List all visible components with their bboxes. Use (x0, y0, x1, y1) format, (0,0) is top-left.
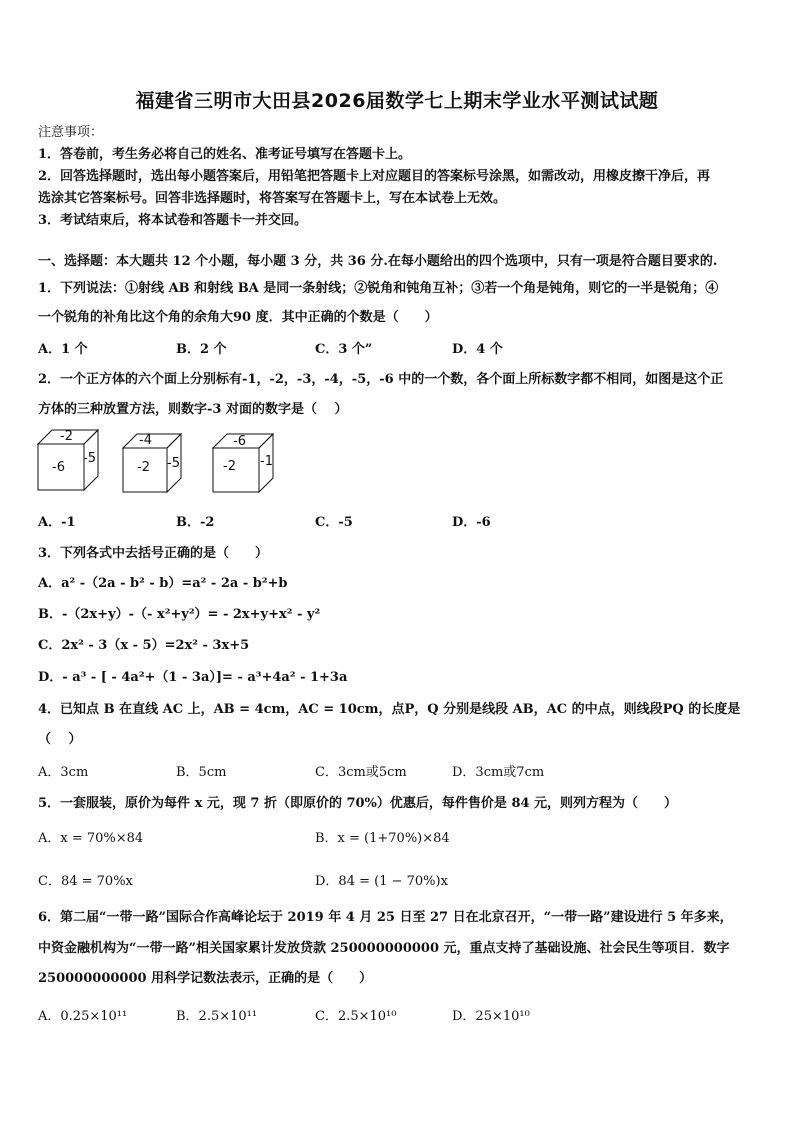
q1-option-c: C．3 个” (315, 342, 373, 357)
q1-option-b: B．2 个 (176, 342, 227, 357)
q1-option-d: D．4 个 (452, 342, 503, 357)
q3-option-c: C．2x² - 3（x - 5）=2x² - 3x+5 (38, 638, 250, 653)
cube-2-front: -2 (137, 460, 150, 475)
q5-option-c: C．84 = 70%x (38, 874, 133, 889)
q4-option-a: A．3cm (38, 765, 89, 780)
q3-option-a: A．a² -（2a - b² - b）=a² - 2a - b²+b (38, 576, 288, 591)
q6-option-a: A．0.25×10¹¹ (38, 1009, 128, 1024)
q6-option-b: B．2.5×10¹¹ (176, 1009, 258, 1024)
q5-option-b: B．x = (1+70%)×84 (315, 831, 450, 846)
q6-option-d: D．25×10¹⁰ (452, 1009, 530, 1024)
q6-stem-line1: 6．第二届“一带一路”国际合作高峰论坛于 2019 年 4 月 25 日至 27 日在北京召开，“一带一路”建设进行 5 年多来， (38, 910, 733, 925)
q2-stem-line2: 方体的三种放置方法，则数字-3 对面的数字是（ ） (38, 402, 348, 417)
q4-option-c: C．3cm或5cm (315, 765, 407, 780)
q6-option-c: C．2.5×10¹⁰ (315, 1009, 397, 1024)
cube-2-top: -4 (139, 433, 152, 448)
section-heading: 一、选择题：本大题共 12 个小题，每小题 3 分，共 36 分.在每小题给出的四个选项中，只有一项是符合题目要求的. (38, 254, 718, 269)
q5-stem: 5．一套服装，原价为每件 x 元，现 7 折（即原价的 70%）优惠后，每件售价是 84 元，则列方程为（ ） (38, 796, 678, 811)
q2-option-a: A．-1 (38, 515, 76, 530)
q6-stem-line2: 中资金融机构为“一带一路”相关国家累计发放贷款 250000000000 元，重点支持了基础设施、社会民生等项目．数字 (38, 941, 730, 956)
q2-option-b: B．-2 (176, 515, 215, 530)
cube-1-front: -6 (52, 460, 65, 475)
page-title: 福建省三明市大田县2026届数学七上期末学业水平测试试题 (135, 90, 659, 112)
cube-figure-3 (211, 432, 277, 496)
q1-stem-line1: 1．下列说法：①射线 AB 和射线 BA 是同一条射线；②锐角和钝角互补；③若一个角是钝角，则它的一半是锐角；④ (38, 281, 719, 296)
q4-option-d: D．3cm或7cm (452, 765, 545, 780)
q1-option-a: A．1 个 (38, 342, 88, 357)
q3-option-d: D．- a³ - [ - 4a²+（1 - 3a）]= - a³+4a² - 1+3a (38, 670, 348, 685)
cube-1-top: -2 (60, 429, 73, 444)
q5-option-a: A．x = 70%×84 (38, 831, 144, 846)
cube-figure-1 (36, 428, 106, 494)
notice-item-2-cont: 选涂其它答案标号。回答非选择题时，将答案写在答题卡上，写在本试卷上无效。 (38, 191, 507, 206)
cube-2-side: -5 (167, 456, 180, 471)
q4-stem-line1: 4．已知点 B 在直线 AC 上，AB = 4cm，AC = 10cm，点P，Q 分别是线段 AB，AC 的中点，则线段PQ 的长度是 (38, 702, 741, 717)
q3-stem: 3．下列各式中去括号正确的是（ ） (38, 546, 269, 561)
q6-stem-line3: 250000000000 用科学记数法表示，正确的是（ ） (38, 971, 373, 986)
cube-figure-2 (121, 432, 187, 496)
q2-option-c: C．-5 (315, 515, 353, 530)
notice-item-2: 2．回答选择题时，选出每小题答案后，用铅笔把答题卡上对应题目的答案标号涂黑，如需改动，用橡皮擦干净后，再 (38, 169, 711, 184)
q1-stem-line2: 一个锐角的补角比这个角的余角大90 度．其中正确的个数是（ ） (38, 310, 438, 325)
cube-1-side: -5 (83, 451, 96, 466)
q4-stem-line2: （ ） (38, 732, 82, 747)
cube-3-front: -2 (223, 459, 236, 474)
notice-item-1: 1．答卷前，考生务必将自己的姓名、准考证号填写在答题卡上。 (38, 147, 412, 162)
q2-option-d: D．-6 (452, 515, 491, 530)
notice-item-3: 3．考试结束后，将本试卷和答题卡一并交回。 (38, 213, 308, 228)
q2-stem-line1: 2．一个正方体的六个面上分别标有-1，-2，-3，-4，-5，-6 中的一个数，各个面上所标数字都不相同，如图是这个正 (38, 372, 724, 387)
q5-option-d: D．84 = (1 − 70%)x (315, 874, 448, 889)
q3-option-b: B．-（2x+y）-（- x²+y²）= - 2x+y+x² - y² (38, 607, 321, 622)
notice-heading: 注意事项： (38, 125, 104, 140)
q4-option-b: B．5cm (176, 765, 227, 780)
cube-3-side: -1 (260, 454, 273, 469)
cube-3-top: -6 (233, 434, 246, 449)
